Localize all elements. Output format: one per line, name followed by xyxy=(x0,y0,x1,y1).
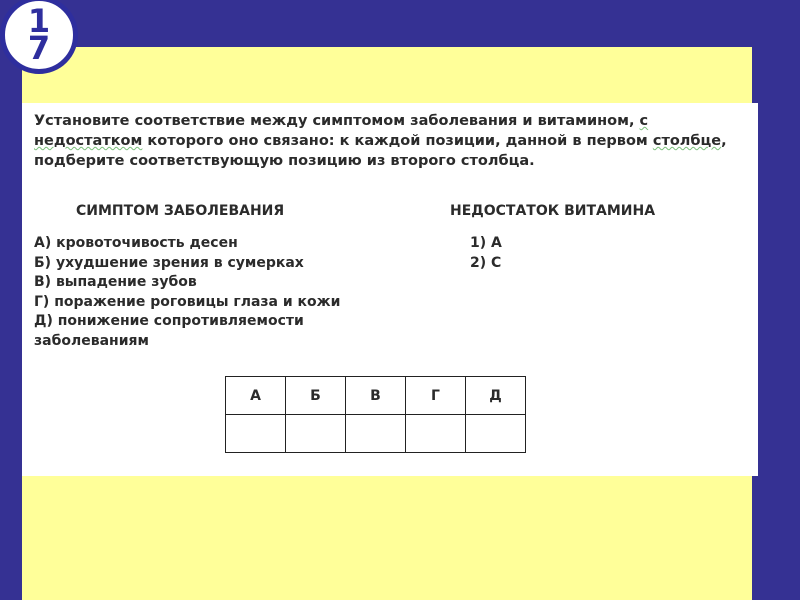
answer-table xyxy=(225,376,526,453)
answer-input-cell[interactable] xyxy=(406,415,466,453)
task-text-part-1: Установите соответствие между симптомом заболевания и витамином, xyxy=(34,113,640,129)
badge-digit-1: 1 xyxy=(27,2,51,40)
vitamin-item: 2) С xyxy=(470,254,502,271)
answer-header-cell: Г xyxy=(406,377,466,415)
answer-header-cell: А xyxy=(226,377,286,415)
answer-header-cell: В xyxy=(346,377,406,415)
task-text-part-2: которого оно связано: к каждой позиции, данной в первом xyxy=(142,133,653,149)
vitamin-item: 1) А xyxy=(470,235,502,251)
answer-header-cell: Д xyxy=(466,377,526,415)
answer-table-input-row xyxy=(226,415,526,453)
task-text xyxy=(34,111,746,171)
badge-digit-2: 7 xyxy=(27,29,51,67)
task-card xyxy=(22,103,758,476)
answer-table-header-row xyxy=(226,377,526,415)
symptom-item: А) кровоточивость десен xyxy=(34,235,238,251)
symptom-item: В) выпадение зубов xyxy=(34,274,197,290)
task-text-squiggle-2: столбце xyxy=(652,133,722,149)
answer-input-cell[interactable] xyxy=(466,415,526,453)
symptom-item: Г) поражение роговицы глаза и кожи xyxy=(34,293,341,310)
symptom-column-header: СИМПТОМ ЗАБОЛЕВАНИЯ xyxy=(76,203,285,219)
task-text-part-3: , подберите соответствующую позицию из второго столбца. xyxy=(34,133,727,169)
answer-header-cell: Б xyxy=(286,377,346,415)
vitamin-column-header: НЕДОСТАТОК ВИТАМИНА xyxy=(450,203,656,219)
symptom-list xyxy=(34,234,374,351)
answer-input-cell[interactable] xyxy=(226,415,286,453)
vitamin-list xyxy=(470,234,502,273)
symptom-item: Д) понижение сопротивляемости заболеваниям xyxy=(34,313,304,349)
answer-input-cell[interactable] xyxy=(286,415,346,453)
symptom-item: Б) ухудшение зрения в сумерках xyxy=(34,254,304,271)
answer-input-cell[interactable] xyxy=(346,415,406,453)
task-text-squiggle-1: с недостатком xyxy=(34,113,649,149)
